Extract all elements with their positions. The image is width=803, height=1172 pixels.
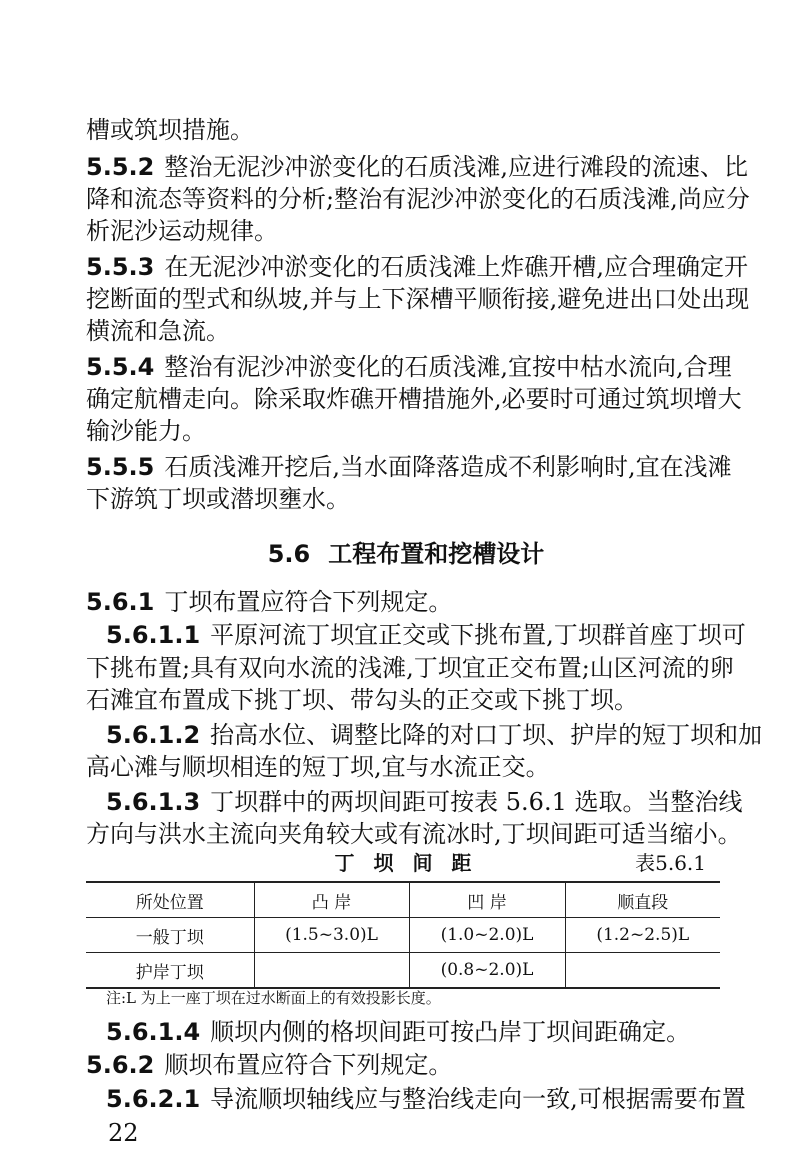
table-row — [86, 953, 720, 989]
text-line — [86, 483, 726, 515]
clause-5-6-1-1 — [106, 619, 746, 651]
clause-5-5-5 — [86, 451, 732, 483]
table-cell: 护岸丁坝 — [86, 953, 254, 989]
line-text: 方向与洪水主流向夹角较大或有流冰时,丁坝间距可适当缩小。 — [86, 820, 742, 848]
table-caption — [86, 850, 726, 876]
clause-text: 顺坝内侧的格坝间距可按凸岸丁坝间距确定。 — [210, 1018, 691, 1046]
table-header-cell: 顺直段 — [565, 882, 720, 918]
table-header-cell: 凹 岸 — [409, 882, 565, 918]
line-text: 输沙能力。 — [86, 417, 206, 445]
clause-number: 5.5.3 — [86, 253, 155, 281]
clause-number: 5.6.2 — [86, 1051, 155, 1079]
text-line — [86, 652, 734, 684]
table-row — [86, 918, 720, 953]
text-line — [86, 215, 726, 247]
clause-text: 顺坝布置应符合下列规定。 — [164, 1051, 453, 1079]
table-cell: (1.2~2.5)L — [565, 918, 720, 953]
section-number: 5.6 — [267, 540, 311, 568]
clause-text: 在无泥沙冲淤变化的石质浅滩上炸礁开槽,应合理确定开 — [164, 253, 748, 281]
clause-text: 整治有泥沙冲淤变化的石质浅滩,宜按中枯水流向,合理 — [164, 353, 732, 381]
clause-5-6-1-3 — [106, 786, 743, 818]
table-cell: (1.5~3.0)L — [254, 918, 409, 953]
clause-text: 抬高水位、调整比降的对口丁坝、护岸的短丁坝和加 — [210, 721, 763, 749]
text-line — [86, 415, 726, 447]
line-text: 下游筑丁坝或潜坝壅水。 — [86, 485, 350, 513]
section-heading — [86, 538, 726, 570]
line-text: 挖断面的型式和纵坡,并与上下深槽平顺衔接,避免进出口处出现 — [86, 285, 750, 313]
line-text: 高心滩与顺坝相连的短丁坝,宜与水流正交。 — [86, 753, 550, 781]
clause-number: 5.5.4 — [86, 353, 155, 381]
clause-number: 5.6.1.3 — [106, 788, 201, 816]
table-cell: (0.8~2.0)L — [409, 953, 565, 989]
table-cell — [254, 953, 409, 989]
table-cell: 一般丁坝 — [86, 918, 254, 953]
clause-text: 平原河流丁坝宜正交或下挑布置,丁坝群首座丁坝可 — [210, 621, 746, 649]
clause-5-6-1-2 — [106, 719, 763, 751]
clause-5-6-1-4 — [106, 1016, 726, 1048]
table-header-cell: 所处位置 — [86, 882, 254, 918]
text-line — [86, 283, 750, 315]
text-line — [86, 684, 726, 716]
text-line — [86, 751, 726, 783]
clause-number: 5.6.1.1 — [106, 621, 201, 649]
clause-5-6-2 — [86, 1049, 726, 1081]
line-text: 横流和急流。 — [86, 317, 230, 345]
clause-text: 丁坝群中的两坝间距可按表 5.6.1 选取。当整治线 — [210, 788, 743, 816]
clause-number: 5.6.1 — [86, 588, 155, 616]
table-title: 丁 坝 间 距 — [334, 851, 478, 875]
text-line — [86, 383, 742, 415]
table-note: 注:L 为上一座丁坝在过水断面上的有效投影长度。 — [106, 989, 441, 1007]
table-number: 表5.6.1 — [635, 851, 706, 875]
text-line — [86, 183, 750, 215]
clause-number: 5.5.5 — [86, 453, 155, 481]
clause-5-6-2-1 — [106, 1083, 746, 1115]
clause-text: 丁坝布置应符合下列规定。 — [164, 588, 453, 616]
line-text: 析泥沙运动规律。 — [86, 217, 278, 245]
text-line — [86, 818, 742, 850]
text-line — [86, 114, 726, 146]
clause-number: 5.5.2 — [86, 153, 155, 181]
page-number: 22 — [108, 1119, 139, 1147]
table-cell — [565, 953, 720, 989]
clause-number: 5.6.1.2 — [106, 721, 201, 749]
clause-5-6-1 — [86, 586, 726, 618]
line-text: 槽或筑坝措施。 — [86, 116, 254, 144]
groin-spacing-table — [86, 881, 720, 989]
clause-5-5-2 — [86, 151, 748, 183]
clause-number: 5.6.2.1 — [106, 1085, 201, 1113]
section-title-text: 工程布置和挖槽设计 — [328, 540, 545, 568]
clause-text: 整治无泥沙冲淤变化的石质浅滩,应进行滩段的流速、比 — [164, 153, 748, 181]
table-cell: (1.0~2.0)L — [409, 918, 565, 953]
clause-number: 5.6.1.4 — [106, 1018, 201, 1046]
line-text: 下挑布置;具有双向水流的浅滩,丁坝宜正交布置;山区河流的卵 — [86, 654, 734, 682]
text-line — [86, 315, 726, 347]
clause-text: 石质浅滩开挖后,当水面降落造成不利影响时,宜在浅滩 — [164, 453, 732, 481]
line-text: 石滩宜布置成下挑丁坝、带勾头的正交或下挑丁坝。 — [86, 686, 638, 714]
line-text: 确定航槽走向。除采取炸礁开槽措施外,必要时可通过筑坝增大 — [86, 385, 742, 413]
table-header-cell: 凸 岸 — [254, 882, 409, 918]
clause-text: 导流顺坝轴线应与整治线走向一致,可根据需要布置 — [210, 1085, 746, 1113]
table-header-row — [86, 882, 720, 918]
clause-5-5-4 — [86, 351, 732, 383]
clause-5-5-3 — [86, 251, 748, 283]
line-text: 降和流态等资料的分析;整治有泥沙冲淤变化的石质浅滩,尚应分 — [86, 185, 750, 213]
